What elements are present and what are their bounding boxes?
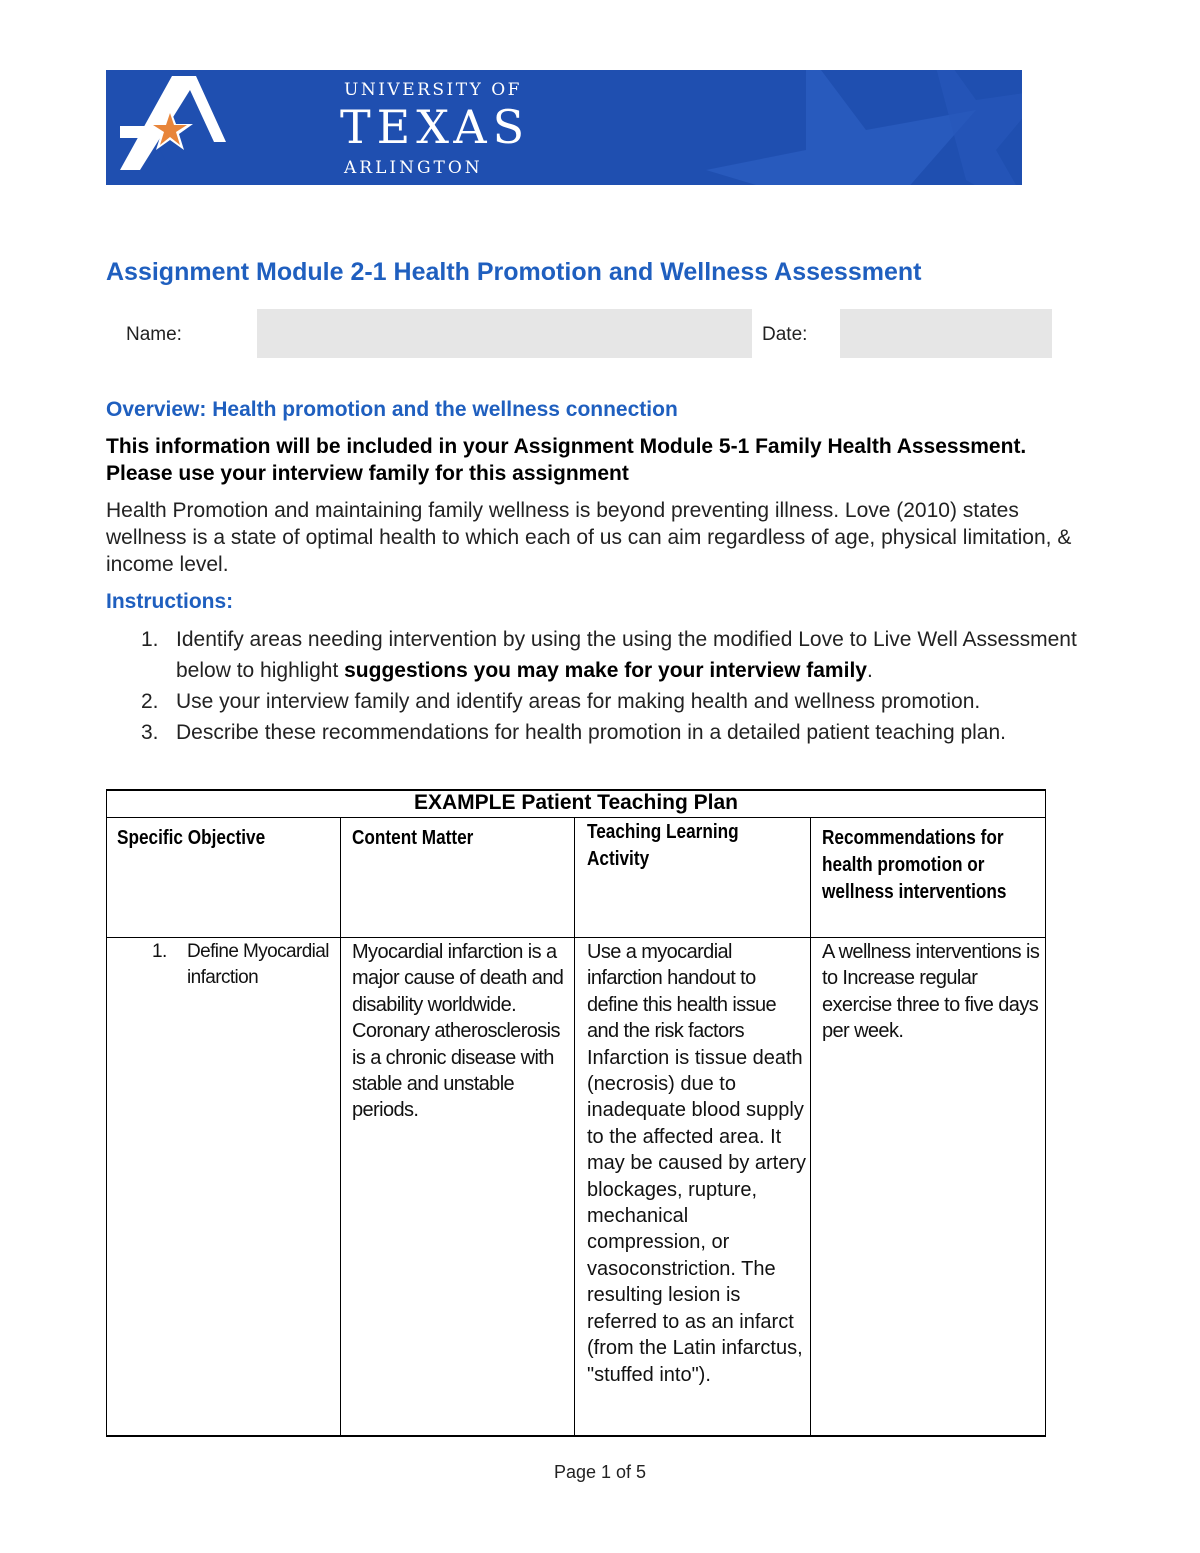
instruction-text: Describe these recommendations for health promotion in a detailed patient teaching plan.: [176, 721, 1007, 744]
date-label: Date:: [762, 324, 808, 345]
name-label: Name:: [126, 324, 182, 345]
header-content-matter: Content Matter: [352, 827, 474, 849]
teaching-plan-title: EXAMPLE Patient Teaching Plan: [413, 791, 738, 814]
instructions-heading: Instructions:: [106, 590, 234, 613]
header-specific-objective: Specific Objective: [117, 827, 266, 849]
instruction-number: 1.: [141, 628, 159, 651]
instruction-item: [106, 624, 1086, 686]
teaching-plan-table: [106, 789, 1046, 1438]
recommendation-text: A wellness interventions is to Increase regular exercise three to five days per week.: [822, 941, 1040, 1043]
instruction-emphasis: suggestions you may make for your interview family: [344, 659, 867, 682]
table-border: [106, 817, 1046, 818]
objective-text: Define Myocardial infarction: [187, 941, 329, 989]
instructions-list: [106, 624, 1086, 748]
objective-number: 1.: [152, 941, 167, 962]
date-field[interactable]: [840, 309, 1052, 358]
name-field[interactable]: [257, 309, 752, 358]
table-border: [810, 817, 811, 1437]
instruction-text: Use your interview family and identify areas for making health and wellness promotion.: [176, 690, 981, 713]
page-number: Page 1 of 5: [553, 1462, 647, 1482]
overview-heading: Overview: Health promotion and the wellness connection: [106, 398, 678, 421]
instruction-item: [106, 717, 1086, 748]
instruction-text-end: .: [866, 659, 873, 682]
logo-texas: TEXAS: [340, 100, 531, 154]
instruction-number: 2.: [141, 690, 159, 713]
overview-bold-intro: This information will be included in your Assignment Module 5-1 Family Health Assessment. Please use your interview family for this assignment: [106, 435, 1027, 485]
header-recommendations: Recommendations for health promotion or wellness interventions: [822, 827, 1007, 903]
banner-background: [106, 70, 1022, 185]
content-matter-text: Myocardial infarction is a major cause of death and disability worldwide. Coronary atherosclerosis is a chronic disease with stable and unstable periods.: [352, 941, 564, 1122]
university-banner: [106, 70, 1022, 185]
table-border: [1045, 789, 1046, 1437]
table-border: [106, 937, 1046, 938]
table-border: [340, 817, 341, 1437]
teaching-activity-cell: [587, 939, 807, 1388]
instruction-item: [106, 686, 1086, 717]
instruction-number: 3.: [141, 721, 159, 744]
teaching-activity-detail: Infarction is tissue death (necrosis) due to inadequate blood supply to the affected area. It may be caused by artery blockages, rupture, mechanical compression, or vasoconstriction. The resulting lesion is referred to as an infarct (from the Latin infarctus, "stuffed into").: [587, 1046, 806, 1386]
overview-paragraph: Health Promotion and maintaining family wellness is beyond preventing illness. Love (2010) states wellness is a state of optimal health to which each of us can aim regardless of age, physical limitation, & income level.: [106, 499, 1072, 576]
logo-arlington: ARLINGTON: [344, 158, 483, 178]
header-teaching-learning-activity: Teaching Learning Activity: [587, 821, 739, 870]
table-border: [106, 789, 107, 1437]
page-title: Assignment Module 2-1 Health Promotion and Wellness Assessment: [106, 258, 922, 286]
table-border: [106, 1435, 1046, 1437]
teaching-activity-lead: Use a myocardial infarction handout to define this health issue and the risk factors: [587, 941, 777, 1043]
table-border: [574, 817, 575, 1437]
logo-university-of: UNIVERSITY OF: [344, 80, 522, 100]
instruction-text: Identify areas needing intervention by using the using the modified Love to Live Well Assessment below to highlight: [176, 628, 1077, 682]
